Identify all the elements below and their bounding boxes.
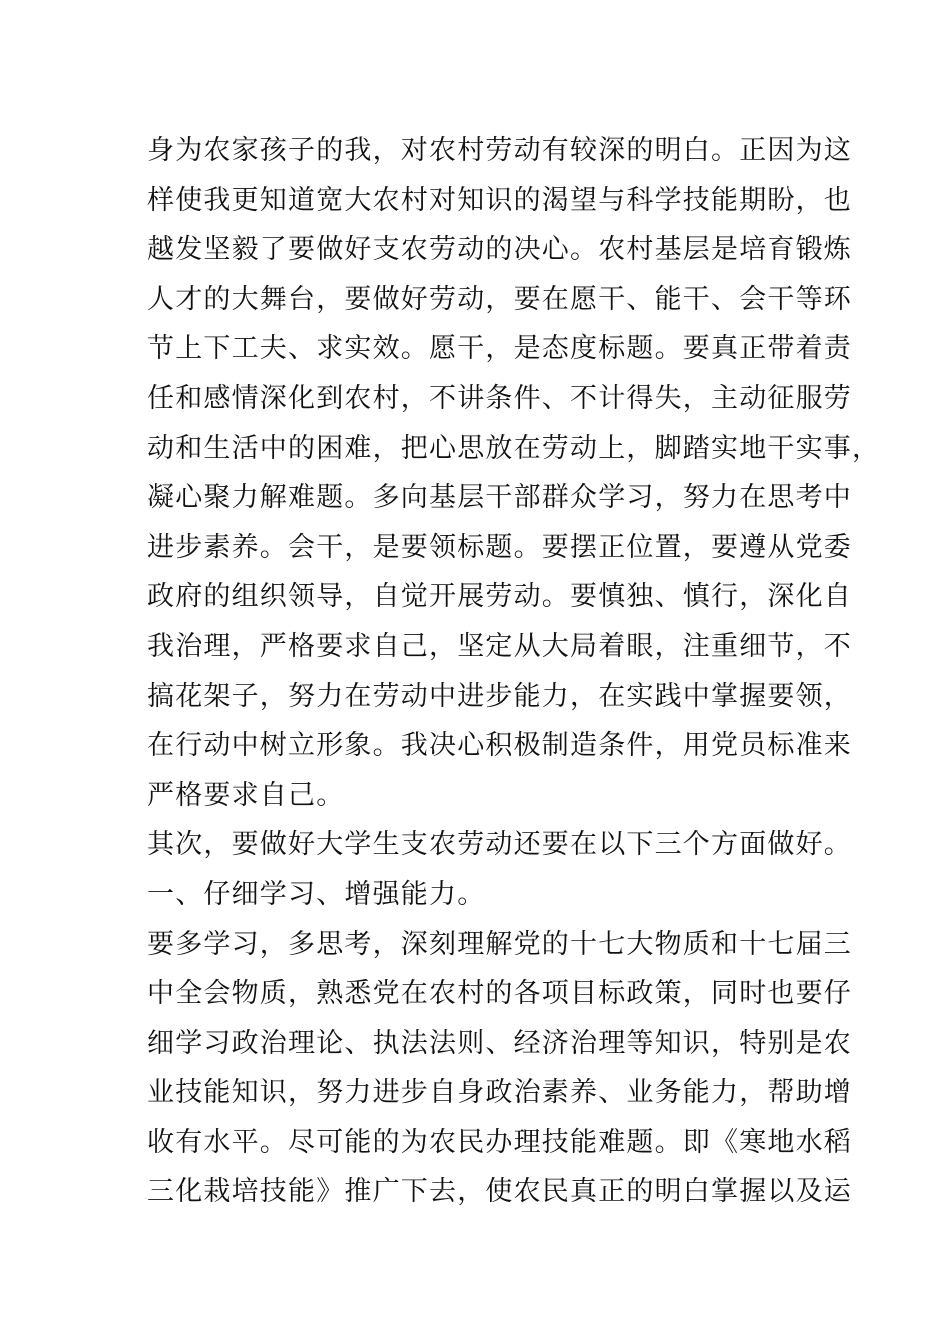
text-line: 其次，要做好大学生支农劳动还要在以下三个方面做好。 [147,829,852,861]
text-line: 越发坚毅了要做好支农劳动的决心。农村基层是培育锻炼 [147,234,852,266]
text-line: 节上下工夫、求实效。愿干，是态度标题。要真正带着责 [147,333,852,365]
section-heading: 一、仔细学习、增强能力。 [147,878,486,910]
text-line: 动和生活中的困难，把心思放在劳动上，脚踏实地干实事， [147,432,881,464]
text-line: 政府的组织领导，自觉开展劳动。要慎独、慎行，深化自 [147,581,852,613]
text-line: 进步素养。会干，是要领标题。要摆正位置，要遵从党委 [147,531,852,563]
text-line: 严格要求自己。 [147,779,345,811]
text-line: 我治理，严格要求自己，坚定从大局着眼，注重细节，不 [147,630,852,662]
text-line: 中全会物质，熟悉党在农村的各项目标政策，同时也要仔 [147,978,852,1010]
text-line: 业技能知识，努力进步自身政治素养、业务能力，帮助增 [147,1077,852,1109]
text-line: 在行动中树立形象。我决心积极制造条件，用党员标准来 [147,730,852,762]
text-line: 任和感情深化到农村，不讲条件、不计得失，主动征服劳 [147,382,852,414]
text-line: 身为农家孩子的我，对农村劳动有较深的明白。正因为这 [147,135,852,166]
text-line: 样使我更知道宽大农村对知识的渴望与科学技能期盼，也 [147,184,852,216]
text-line: 搞花架子，努力在劳动中进步能力，在实践中掌握要领， [147,680,852,712]
text-line: 凝心聚力解难题。多向基层干部群众学习，努力在思考中 [147,482,852,514]
text-line: 细学习政治理论、执法法则、经济治理等知识，特别是农 [147,1027,852,1059]
text-line: 收有水平。尽可能的为农民办理技能难题。即《寒地水稻 [147,1126,852,1158]
document-body [147,126,881,1217]
text-line: 要多学习，多思考，深刻理解党的十七大物质和十七届三 [147,928,852,960]
text-line: 三化栽培技能》推广下去，使农民真正的明白掌握以及运 [147,1176,852,1208]
text-line: 人才的大舞台，要做好劳动，要在愿干、能干、会干等环 [147,283,852,315]
